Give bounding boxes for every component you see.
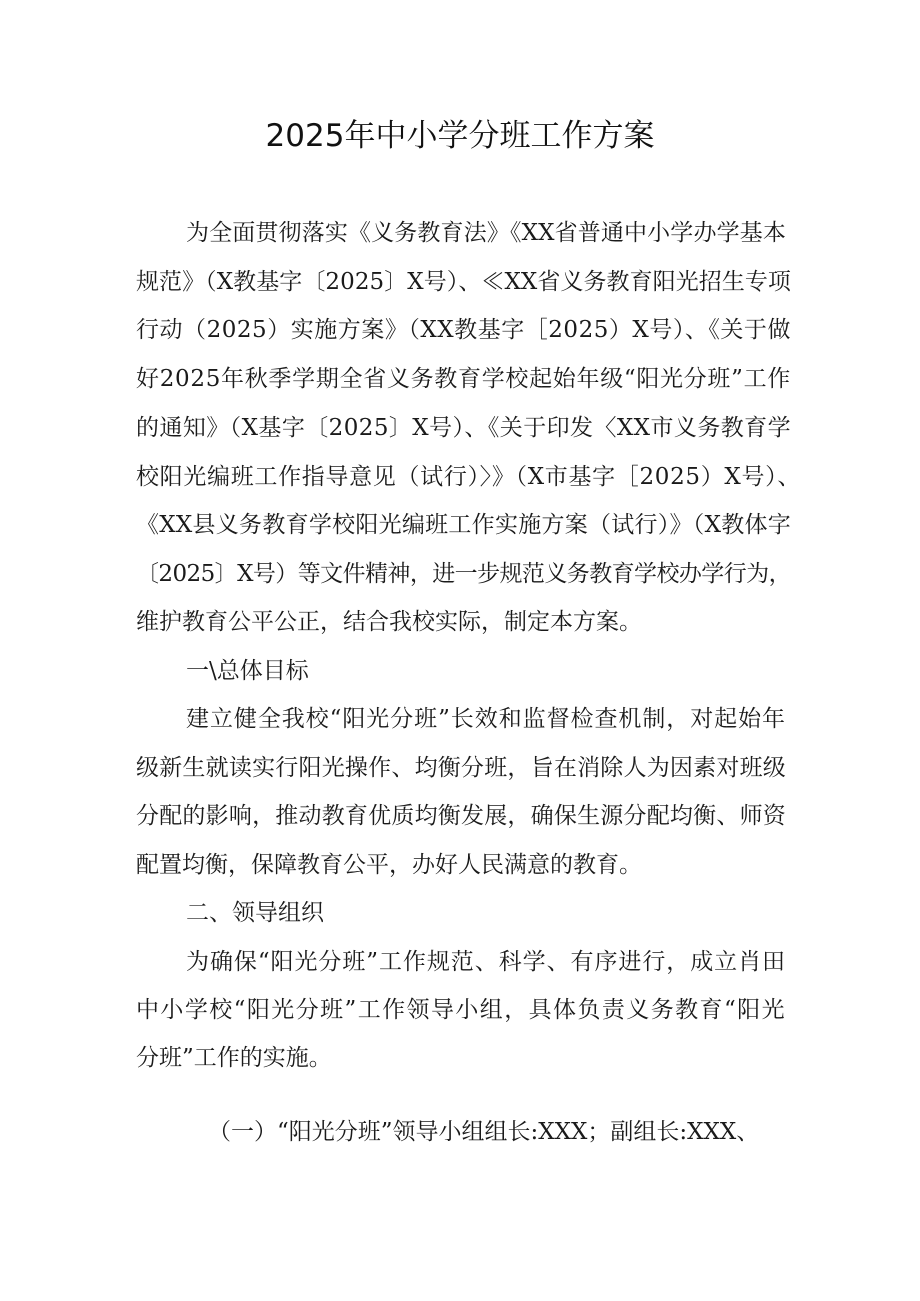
paragraph-line: 维护教育公平公正，结合我校实际，制定本方案。 bbox=[136, 609, 642, 635]
paragraph-line: 分班”工作的实施。 bbox=[136, 1045, 332, 1071]
subsection-line: （一）“阳光分班”领导小组组长:XXX；副组长:XXX、 bbox=[208, 1119, 760, 1145]
paragraph-line: 校阳光编班工作指导意见（试行）〉》（X市基字［2025）X号）、 bbox=[136, 464, 801, 490]
paragraph-line: 〔2025〕X号）等文件精神，进一步规范义务教育学校办学行为， bbox=[136, 561, 791, 587]
paragraph-line: 为确保“阳光分班”工作规范、科学、有序进行，成立肖田 bbox=[186, 949, 786, 975]
paragraph-line: 分配的影响，推动教育优质均衡发展，确保生源分配均衡、师资 bbox=[136, 803, 786, 829]
paragraph-line: 中小学校“阳光分班”工作领导小组，具体负责义务教育“阳光 bbox=[136, 997, 786, 1023]
paragraph-line: 的通知》（X基字〔2025〕X号）、《关于印发〈XX市义务教育学 bbox=[136, 415, 791, 441]
paragraph-line: 级新生就读实行阳光操作、均衡分班，旨在消除人为因素对班级 bbox=[136, 755, 786, 781]
section-heading: 一\总体目标 bbox=[186, 658, 309, 684]
paragraph-line: 规范》（X教基字〔2025〕X号）、≪XX省义务教育阳光招生专项 bbox=[136, 269, 791, 295]
paragraph-line: 配置均衡，保障教育公平，办好人民满意的教育。 bbox=[136, 852, 642, 878]
section-heading: 二、领导组织 bbox=[186, 900, 324, 926]
paragraph-line: 好2025年秋季学期全省义务教育学校起始年级“阳光分班”工作 bbox=[136, 366, 791, 392]
paragraph-line: 行动（2025）实施方案》（XX教基字［2025）X号）、《关于做 bbox=[136, 317, 791, 343]
paragraph-line: 建立健全我校“阳光分班”长效和监督检查机制，对起始年 bbox=[186, 706, 786, 732]
paragraph-line: 为全面贯彻落实《义务教育法》《XX省普通中小学办学基本 bbox=[186, 220, 786, 246]
paragraph-line: 《XX县义务教育学校阳光编班工作实施方案（试行）》（X教体字 bbox=[136, 512, 791, 538]
document-title: 2025年中小学分班工作方案 bbox=[265, 118, 655, 154]
